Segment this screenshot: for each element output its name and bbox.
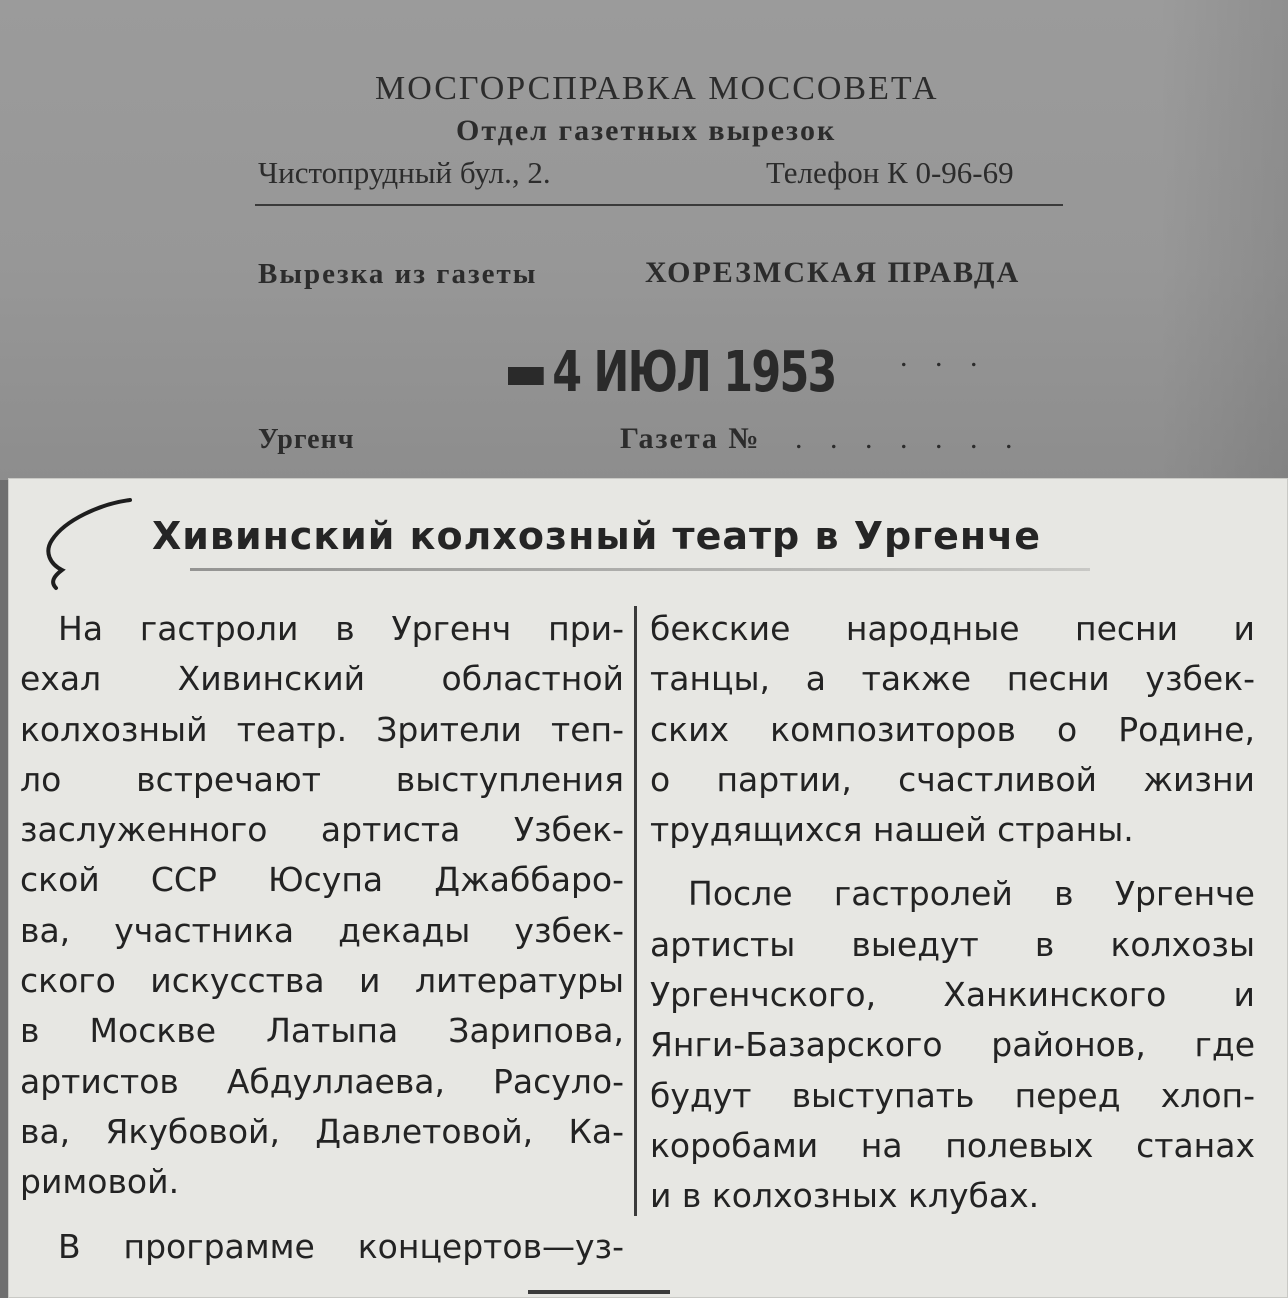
newspaper-name: ХОРЕЗМСКАЯ ПРАВДА [645,256,1021,289]
article-line: ского искусства и литературы [20,961,624,1001]
article-left-column [20,604,624,1272]
date-stamp [508,340,836,405]
bureau-address: Чистопрудный бул., 2. [258,155,551,190]
article-line: После гастролей в Ургенче [688,874,1255,914]
article-headline: Хивинский колхозный театр в Ургенче [152,514,1041,558]
headline-underline [190,568,1090,571]
article-line: ло встречают выступления [20,759,624,799]
article-line: римовой. [20,1162,180,1202]
article-line: Янги-Базарского районов, где [650,1025,1255,1065]
article-line: ской ССР Юсупа Джаббаро- [20,860,624,900]
article-line: танцы, а также песни узбек- [650,659,1255,699]
article-right-column [650,604,1255,1222]
department-name: Отдел газетных вырезок [456,114,837,147]
header-divider [255,204,1063,206]
article-line: артистов Абдуллаева, Расуло- [20,1061,624,1101]
article-line: заслуженного артиста Узбек- [20,810,624,850]
bureau-phone: Телефон К 0-96-69 [766,155,1014,190]
article-line: в Москве Латыпа Зарипова, [20,1011,624,1051]
column-divider [634,606,637,1216]
article-line: трудящихся нашей страны. [650,810,1134,850]
article-line: бекские народные песни и [650,609,1255,648]
clipping-source-label: Вырезка из газеты [258,258,538,290]
organization-name: МОСГОРСПРАВКА МОССОВЕТА [375,70,939,107]
stamp-bar-mark [508,367,544,385]
article-line: В программе концертов—уз- [58,1226,624,1266]
article-line: ских композиторов о Родине, [650,709,1255,749]
bottom-rule [528,1290,670,1294]
article-line: Ургенчского, Ханкинского и [650,975,1255,1015]
article-line: о партии, счастливой жизни [650,759,1255,799]
date-stamp-dots: . . . [900,340,988,373]
article-line: ва, Якубовой, Давлетовой, Ка- [20,1111,624,1151]
newspaper-number-dots: . . . . . . . [795,422,1023,455]
city-name: Ургенч [258,424,355,455]
clipping-bureau-header-card [0,0,1288,480]
article-line: колхозный театр. Зрители теп- [20,709,624,749]
date-stamp-text: 4 ИЮЛ 1953 [552,340,836,405]
article-line: коробами на полевых станах [650,1125,1255,1165]
article-line: На гастроли в Ургенч при- [58,609,624,648]
newspaper-number-label: Газета № [620,422,761,455]
article-line: ехал Хивинский областной [20,659,624,699]
article-line: будут выступать перед хлоп- [650,1075,1255,1115]
article-line: артисты выедут в колхозы [650,924,1255,964]
article-line: ва, участника декады узбек- [20,910,624,950]
pencil-check-mark-icon [30,492,140,592]
article-line: и в колхозных клубах. [650,1176,1040,1216]
